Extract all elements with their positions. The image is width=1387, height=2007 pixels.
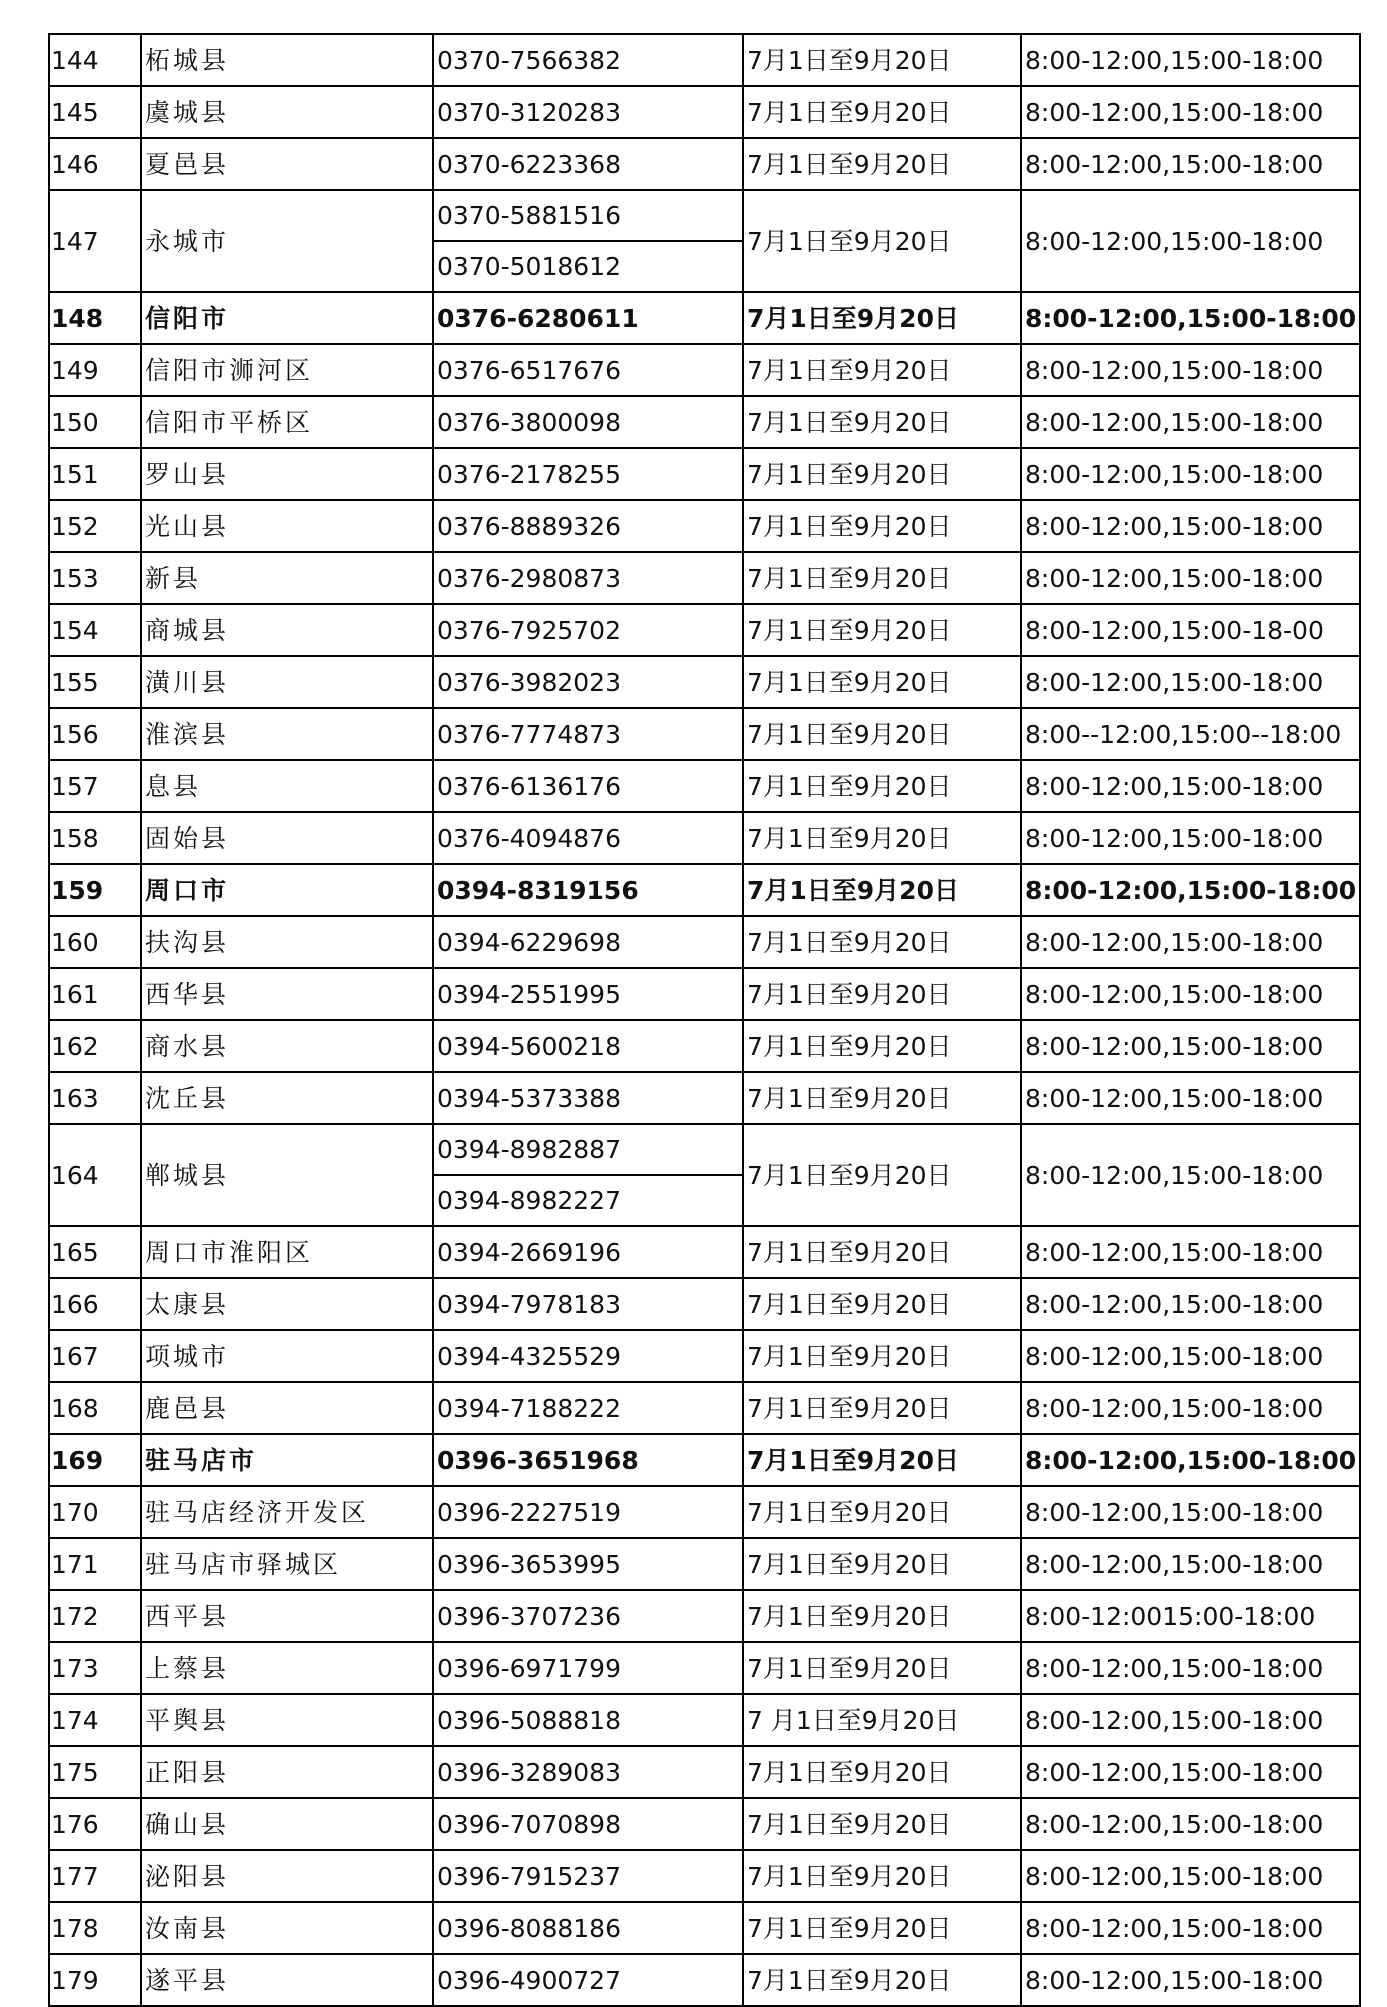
table-row: [49, 448, 1360, 500]
region-name: 西华县: [141, 968, 433, 1020]
phone-number: 0394-2669196: [433, 1226, 743, 1278]
phone-number: 0394-7978183: [433, 1278, 743, 1330]
service-period: 7月1日至9月20日: [743, 292, 1021, 344]
region-name: 太康县: [141, 1278, 433, 1330]
row-number: 154: [49, 604, 141, 656]
phone-number: 0394-6229698: [433, 916, 743, 968]
table-row: [49, 1382, 1360, 1434]
phone-number: 0396-3707236: [433, 1590, 743, 1642]
service-period: 7月1日至9月20日: [743, 656, 1021, 708]
office-hours: 8:00-12:00,15:00-18:00: [1021, 916, 1360, 968]
service-period: 7月1日至9月20日: [743, 396, 1021, 448]
service-period: 7月1日至9月20日: [743, 1642, 1021, 1694]
row-number: 176: [49, 1798, 141, 1850]
service-period: 7月1日至9月20日: [743, 86, 1021, 138]
region-name: 驻马店市: [141, 1434, 433, 1486]
phone-number: 0394-4325529: [433, 1330, 743, 1382]
row-number: 179: [49, 1954, 141, 2006]
phone-number: 0396-2227519: [433, 1486, 743, 1538]
office-hours: 8:00-12:0015:00-18:00: [1021, 1590, 1360, 1642]
service-period: 7月1日至9月20日: [743, 1486, 1021, 1538]
phone-number: 0376-7925702: [433, 604, 743, 656]
region-name: 商水县: [141, 1020, 433, 1072]
row-number: 159: [49, 864, 141, 916]
service-period: 7月1日至9月20日: [743, 448, 1021, 500]
region-name: 固始县: [141, 812, 433, 864]
office-hours: 8:00-12:00,15:00-18:00: [1021, 344, 1360, 396]
row-number: 164: [49, 1124, 141, 1226]
phone-number: 0396-3651968: [433, 1434, 743, 1486]
phone-number: 0394-8319156: [433, 864, 743, 916]
row-number: 169: [49, 1434, 141, 1486]
row-number: 160: [49, 916, 141, 968]
region-name: 淮滨县: [141, 708, 433, 760]
office-hours: 8:00-12:00,15:00-18-00: [1021, 604, 1360, 656]
region-name: 虞城县: [141, 86, 433, 138]
row-number: 148: [49, 292, 141, 344]
table-row: [49, 1124, 1360, 1226]
phone-number: 0376-3800098: [433, 396, 743, 448]
office-hours: 8:00-12:00,15:00-18:00: [1021, 1538, 1360, 1590]
office-hours: 8:00-12:00,15:00-18:00: [1021, 1798, 1360, 1850]
phone-number: 0370-5881516: [437, 201, 621, 230]
phone-number: 0394-8982227: [434, 1174, 742, 1225]
table-row: [49, 292, 1360, 344]
office-hours: 8:00-12:00,15:00-18:00: [1021, 656, 1360, 708]
office-hours: 8:00-12:00,15:00-18:00: [1021, 760, 1360, 812]
table-row: [49, 1746, 1360, 1798]
row-number: 171: [49, 1538, 141, 1590]
phone-number: 0376-6517676: [433, 344, 743, 396]
row-number: 158: [49, 812, 141, 864]
region-name: 商城县: [141, 604, 433, 656]
table-row: [49, 1954, 1360, 2006]
row-number: 157: [49, 760, 141, 812]
office-hours: 8:00-12:00,15:00-18:00: [1021, 34, 1360, 86]
region-name: 柘城县: [141, 34, 433, 86]
phone-number: 0376-4094876: [433, 812, 743, 864]
region-name: 周口市: [141, 864, 433, 916]
table-row: [49, 916, 1360, 968]
row-number: 146: [49, 138, 141, 190]
service-period: 7月1日至9月20日: [743, 1434, 1021, 1486]
phone-number: 0396-3653995: [433, 1538, 743, 1590]
service-period: 7月1日至9月20日: [743, 968, 1021, 1020]
phone-number: 0370-3120283: [433, 86, 743, 138]
service-period: 7月1日至9月20日: [743, 138, 1021, 190]
phone-number: 0376-6280611: [433, 292, 743, 344]
service-period: 7月1日至9月20日: [743, 190, 1021, 292]
row-number: 177: [49, 1850, 141, 1902]
region-name: 西平县: [141, 1590, 433, 1642]
table-row: [49, 1850, 1360, 1902]
region-name: 正阳县: [141, 1746, 433, 1798]
region-name: 驻马店市驿城区: [141, 1538, 433, 1590]
row-number: 163: [49, 1072, 141, 1124]
region-name: 驻马店经济开发区: [141, 1486, 433, 1538]
table-row: [49, 1902, 1360, 1954]
office-hours: 8:00-12:00,15:00-18:00: [1021, 1278, 1360, 1330]
table-row: [49, 396, 1360, 448]
office-hours: 8:00-12:00,15:00-18:00: [1021, 1124, 1360, 1226]
table-row: [49, 1590, 1360, 1642]
phone-number: 0396-3289083: [433, 1746, 743, 1798]
service-period: 7月1日至9月20日: [743, 864, 1021, 916]
region-name: 沈丘县: [141, 1072, 433, 1124]
service-period: 7月1日至9月20日: [743, 1954, 1021, 2006]
service-period: 7月1日至9月20日: [743, 1746, 1021, 1798]
region-name: 汝南县: [141, 1902, 433, 1954]
office-hours: 8:00-12:00,15:00-18:00: [1021, 1746, 1360, 1798]
region-name: 信阳市浉河区: [141, 344, 433, 396]
region-name: 上蔡县: [141, 1642, 433, 1694]
region-name: 遂平县: [141, 1954, 433, 2006]
region-name: 永城市: [141, 190, 433, 292]
row-number: 161: [49, 968, 141, 1020]
table-row: [49, 344, 1360, 396]
service-period: 7 月1日至9月20日: [743, 1694, 1021, 1746]
phone-number: 0396-6971799: [433, 1642, 743, 1694]
service-period: 7月1日至9月20日: [743, 552, 1021, 604]
office-hours: 8:00-12:00,15:00-18:00: [1021, 396, 1360, 448]
office-hours: 8:00-12:00,15:00-18:00: [1021, 1226, 1360, 1278]
phone-number: 0394-2551995: [433, 968, 743, 1020]
service-period: 7月1日至9月20日: [743, 1072, 1021, 1124]
row-number: 170: [49, 1486, 141, 1538]
table-row: [49, 500, 1360, 552]
office-hours: 8:00-12:00,15:00-18:00: [1021, 190, 1360, 292]
office-hours: 8:00-12:00,15:00-18:00: [1021, 1382, 1360, 1434]
office-hours: 8:00-12:00,15:00-18:00: [1021, 138, 1360, 190]
row-number: 155: [49, 656, 141, 708]
table-row: [49, 190, 1360, 292]
region-name: 信阳市平桥区: [141, 396, 433, 448]
table-row: [49, 1486, 1360, 1538]
service-period: 7月1日至9月20日: [743, 1226, 1021, 1278]
table-row: [49, 656, 1360, 708]
service-period: 7月1日至9月20日: [743, 34, 1021, 86]
table-row: [49, 708, 1360, 760]
table-body: [49, 34, 1360, 2006]
region-name: 郸城县: [141, 1124, 433, 1226]
region-name: 潢川县: [141, 656, 433, 708]
office-hours: 8:00-12:00,15:00-18:00: [1021, 1902, 1360, 1954]
table-row: [49, 86, 1360, 138]
row-number: 151: [49, 448, 141, 500]
office-hours: 8:00-12:00,15:00-18:00: [1021, 86, 1360, 138]
table-row: [49, 138, 1360, 190]
service-period: 7月1日至9月20日: [743, 1590, 1021, 1642]
phone-number: 0370-6223368: [433, 138, 743, 190]
row-number: 174: [49, 1694, 141, 1746]
service-period: 7月1日至9月20日: [743, 1330, 1021, 1382]
table-row: [49, 604, 1360, 656]
phone-cell: [433, 1124, 743, 1226]
phone-number: 0376-7774873: [433, 708, 743, 760]
service-period: 7月1日至9月20日: [743, 344, 1021, 396]
office-hours: 8:00-12:00,15:00-18:00: [1021, 500, 1360, 552]
service-period: 7月1日至9月20日: [743, 1020, 1021, 1072]
office-hours: 8:00-12:00,15:00-18:00: [1021, 1020, 1360, 1072]
region-name: 确山县: [141, 1798, 433, 1850]
phone-number: 0394-7188222: [433, 1382, 743, 1434]
table-row: [49, 1072, 1360, 1124]
office-hours: 8:00-12:00,15:00-18:00: [1021, 1072, 1360, 1124]
office-hours: 8:00-12:00,15:00-18:00: [1021, 292, 1360, 344]
hotline-table: [48, 33, 1361, 2007]
office-hours: 8:00-12:00,15:00-18:00: [1021, 1850, 1360, 1902]
row-number: 175: [49, 1746, 141, 1798]
row-number: 156: [49, 708, 141, 760]
row-number: 178: [49, 1902, 141, 1954]
office-hours: 8:00-12:00,15:00-18:00: [1021, 1642, 1360, 1694]
row-number: 172: [49, 1590, 141, 1642]
service-period: 7月1日至9月20日: [743, 500, 1021, 552]
office-hours: 8:00-12:00,15:00-18:00: [1021, 552, 1360, 604]
row-number: 168: [49, 1382, 141, 1434]
table-row: [49, 1798, 1360, 1850]
office-hours: 8:00-12:00,15:00-18:00: [1021, 968, 1360, 1020]
phone-number: 0396-7070898: [433, 1798, 743, 1850]
row-number: 144: [49, 34, 141, 86]
region-name: 息县: [141, 760, 433, 812]
office-hours: 8:00-12:00,15:00-18:00: [1021, 1434, 1360, 1486]
row-number: 166: [49, 1278, 141, 1330]
office-hours: 8:00-12:00,15:00-18:00: [1021, 1486, 1360, 1538]
phone-number: 0396-4900727: [433, 1954, 743, 2006]
region-name: 信阳市: [141, 292, 433, 344]
phone-number: 0376-2980873: [433, 552, 743, 604]
region-name: 夏邑县: [141, 138, 433, 190]
region-name: 光山县: [141, 500, 433, 552]
office-hours: 8:00-12:00,15:00-18:00: [1021, 864, 1360, 916]
row-number: 153: [49, 552, 141, 604]
office-hours: 8:00--12:00,15:00--18:00: [1021, 708, 1360, 760]
table-row: [49, 1330, 1360, 1382]
phone-number: 0396-8088186: [433, 1902, 743, 1954]
phone-number: 0370-5018612: [434, 240, 742, 291]
phone-cell: [433, 190, 743, 292]
phone-number: 0396-7915237: [433, 1850, 743, 1902]
phone-number: 0394-8982887: [437, 1135, 621, 1164]
region-name: 扶沟县: [141, 916, 433, 968]
table-row: [49, 1226, 1360, 1278]
service-period: 7月1日至9月20日: [743, 1798, 1021, 1850]
region-name: 平舆县: [141, 1694, 433, 1746]
service-period: 7月1日至9月20日: [743, 1850, 1021, 1902]
service-period: 7月1日至9月20日: [743, 1382, 1021, 1434]
row-number: 150: [49, 396, 141, 448]
table-row: [49, 1538, 1360, 1590]
phone-number: 0394-5373388: [433, 1072, 743, 1124]
phone-number: 0370-7566382: [433, 34, 743, 86]
row-number: 149: [49, 344, 141, 396]
service-period: 7月1日至9月20日: [743, 760, 1021, 812]
phone-number: 0376-8889326: [433, 500, 743, 552]
region-name: 泌阳县: [141, 1850, 433, 1902]
service-period: 7月1日至9月20日: [743, 1538, 1021, 1590]
table-row: [49, 1642, 1360, 1694]
phone-number: 0376-3982023: [433, 656, 743, 708]
office-hours: 8:00-12:00,15:00-18:00: [1021, 1694, 1360, 1746]
table-row: [49, 1694, 1360, 1746]
phone-number: 0376-2178255: [433, 448, 743, 500]
table-row: [49, 812, 1360, 864]
office-hours: 8:00-12:00,15:00-18:00: [1021, 812, 1360, 864]
table-row: [49, 1020, 1360, 1072]
row-number: 145: [49, 86, 141, 138]
phone-number: 0394-5600218: [433, 1020, 743, 1072]
service-period: 7月1日至9月20日: [743, 1124, 1021, 1226]
table-row: [49, 1278, 1360, 1330]
region-name: 鹿邑县: [141, 1382, 433, 1434]
phone-number: 0376-6136176: [433, 760, 743, 812]
table-row: [49, 34, 1360, 86]
row-number: 173: [49, 1642, 141, 1694]
region-name: 项城市: [141, 1330, 433, 1382]
office-hours: 8:00-12:00,15:00-18:00: [1021, 1330, 1360, 1382]
service-period: 7月1日至9月20日: [743, 812, 1021, 864]
table-row: [49, 864, 1360, 916]
row-number: 165: [49, 1226, 141, 1278]
region-name: 新县: [141, 552, 433, 604]
service-period: 7月1日至9月20日: [743, 1902, 1021, 1954]
row-number: 162: [49, 1020, 141, 1072]
table-row: [49, 760, 1360, 812]
service-period: 7月1日至9月20日: [743, 604, 1021, 656]
row-number: 167: [49, 1330, 141, 1382]
service-period: 7月1日至9月20日: [743, 708, 1021, 760]
row-number: 152: [49, 500, 141, 552]
table-row: [49, 968, 1360, 1020]
row-number: 147: [49, 190, 141, 292]
office-hours: 8:00-12:00,15:00-18:00: [1021, 1954, 1360, 2006]
region-name: 周口市淮阳区: [141, 1226, 433, 1278]
service-period: 7月1日至9月20日: [743, 1278, 1021, 1330]
service-period: 7月1日至9月20日: [743, 916, 1021, 968]
table-row: [49, 552, 1360, 604]
office-hours: 8:00-12:00,15:00-18:00: [1021, 448, 1360, 500]
table-row: [49, 1434, 1360, 1486]
region-name: 罗山县: [141, 448, 433, 500]
phone-number: 0396-5088818: [433, 1694, 743, 1746]
